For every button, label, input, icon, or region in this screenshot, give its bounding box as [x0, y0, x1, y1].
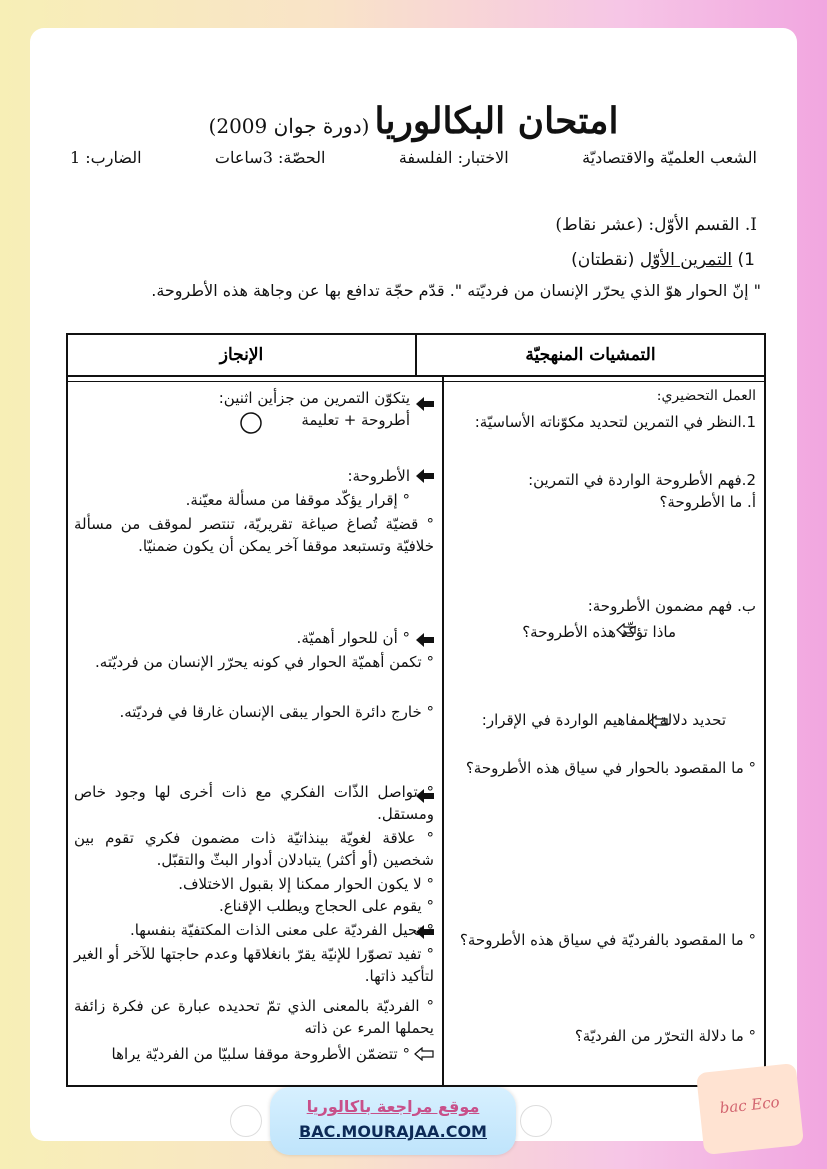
exercise-points: (نقطتان) — [571, 250, 635, 270]
method-step-2: 2.فهم الأطروحة الواردة في التمرين: — [528, 471, 756, 489]
answer-2a: ° إقرار يؤكّد موقفا من مسألة معيّنة. — [185, 491, 410, 509]
answer-3a: ° تكمن أهميّة الحوار في كونه يحرّر الإنسان من فرديّته. — [95, 653, 434, 671]
exam-page — [30, 28, 797, 1141]
answer-table — [66, 333, 766, 1087]
method-step-1: 1.النظر في التمرين لتحديد مكوّناته الأساسيّة: — [474, 413, 756, 431]
circle-mark-icon — [239, 411, 263, 435]
method-step-4: تحديد دلالة المفاهيم الواردة في الإقرار: — [481, 711, 726, 729]
filled-arrow-icon — [416, 633, 434, 647]
site-url[interactable]: BAC.MOURAJAA.COM — [299, 1122, 487, 1141]
answer-column — [74, 385, 434, 1085]
exercise-number: 1) — [737, 250, 755, 270]
duration: الحصّة: 3ساعات — [214, 148, 326, 167]
filled-arrow-icon — [416, 469, 434, 483]
stamp-text: bac Eco — [718, 1092, 781, 1118]
branch: الشعب العلميّة والاقتصاديّة — [582, 148, 757, 167]
answer-4a: ° علاقة لغويّة بينذاتيّة ذات مضمون فكري تقوم بين شخصين (أو أكثر) يتبادلان أدوار البثّ والتقبّل. — [74, 829, 434, 869]
answer-5a: ° تفيد تصوّرا للإنيّة يقرّ بانغلاقها وعدم حاجتها للآخر أو الغير لتأكيد ذاتها. — [74, 945, 434, 985]
hollow-arrow-icon — [414, 1047, 434, 1061]
site-badge[interactable] — [270, 1087, 516, 1155]
exercise-title: التمرين الأوّل — [639, 250, 733, 270]
bac-eco-stamp — [696, 1063, 804, 1155]
site-logo-icon — [230, 1105, 262, 1137]
hollow-arrow-icon — [648, 715, 668, 729]
answer-4b: ° لا يكون الحوار ممكنا إلا بقبول الاختلاف. — [178, 875, 434, 893]
answer-2: الأطروحة: — [347, 467, 410, 485]
section-label: I. القسم الأوّل: (عشر نقاط) — [555, 215, 757, 235]
hollow-arrow-icon — [616, 623, 636, 637]
answer-6a: ° تتضمّن الأطروحة موقفا سلبيّا من الفرديّة يراها — [111, 1045, 410, 1063]
prep-heading: العمل التحضيري: — [656, 388, 756, 404]
method-step-4a: ° ما المقصود بالحوار في سياق هذه الأطروحة؟ — [465, 759, 756, 777]
method-step-5: ° ما المقصود بالفرديّة في سياق هذه الأطروحة؟ — [459, 931, 756, 949]
header-double-line — [68, 381, 764, 382]
answer-3b: ° خارج دائرة الحوار يبقى الإنسان غارقا في فرديّته. — [119, 703, 434, 721]
exercise-heading — [571, 250, 755, 270]
answer-1: يتكوّن التمرين من جزأين اثنين: — [218, 389, 410, 407]
method-step-3: ب. فهم مضمون الأطروحة: — [587, 597, 756, 615]
title-main: امتحان البكالوريا — [374, 100, 619, 142]
answer-5: ° تحيل الفرديّة على معنى الذات المكتفيّة بنفسها. — [129, 921, 434, 939]
answer-4: ° تواصل الذّات الفكري مع ذات أخرى لها وجود خاص ومستقل. — [74, 783, 434, 823]
answer-3: ° أن للحوار أهميّة. — [296, 629, 410, 647]
answer-1a: أطروحة + تعليمة — [301, 411, 410, 429]
answer-2b: ° قضيّة تُصاغ صياغة تقريريّة، تنتصر لموقف من مسألة خلافيّة وتستبعد موقفا آخر يمكن أن يكون ضمنيّا. — [74, 515, 434, 555]
header-answer: الإنجاز — [219, 345, 264, 365]
title-session: (دورة جوان 2009) — [208, 114, 370, 138]
page-title — [30, 100, 797, 142]
header-method: التمشيات المنهجيّة — [415, 335, 764, 375]
method-step-2a: أ. ما الأطروحة؟ — [659, 493, 756, 511]
exam-subject: الاختبار: الفلسفة — [398, 148, 509, 167]
exercise-prompt: " إنّ الحوار هوّ الذي يحرّر الإنسان من فرديّته ". قدّم حجّة تدافع بها عن وجاهة هذه الأطروحة. — [151, 281, 761, 300]
filled-arrow-icon — [416, 397, 434, 411]
exam-meta — [70, 148, 757, 167]
answer-6: ° الفرديّة بالمعنى الذي تمّ تحديده عبارة عن فكرة زائفة يحملها المرء عن ذاته — [74, 997, 434, 1037]
coefficient: الضارب: 1 — [70, 148, 142, 167]
answer-4c: ° يقوم على الحجاج ويطلب الإقناع. — [218, 897, 434, 915]
method-step-6: ° ما دلالة التحرّر من الفرديّة؟ — [574, 1027, 756, 1045]
table-header — [68, 335, 764, 377]
method-column — [402, 385, 756, 1085]
site-logo-icon — [520, 1105, 552, 1137]
site-name[interactable]: موقع مراجعة باكالوريا — [306, 1097, 480, 1116]
method-step-3a: ماذا تؤكّد هذه الأطروحة؟ — [522, 623, 676, 641]
